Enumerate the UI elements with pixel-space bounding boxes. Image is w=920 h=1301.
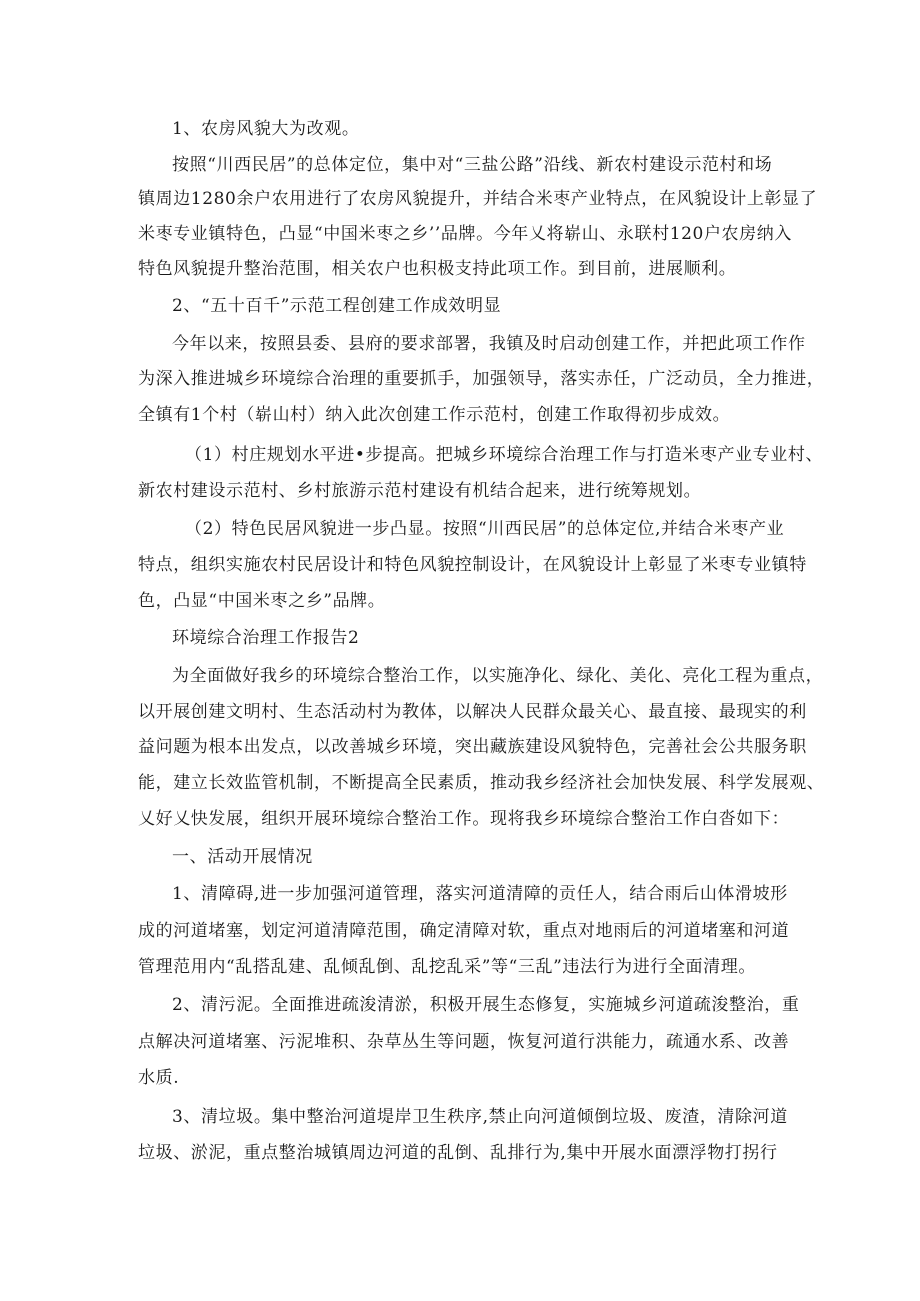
- text-line: 成的河道堵塞，划定河道清障范围，确定清障对软，重点对地雨后的河道堵塞和河道: [138, 921, 790, 941]
- text-line: 为全面做好我乡的环境综合整治工作，以实施净化、绿化、美化、亮化工程为重点，: [172, 666, 824, 686]
- text-line: 垃圾、淤泥，重点整治城镇周边河道的乱倒、乱排行为,集中开展水面漂浮物打拐行: [138, 1143, 778, 1163]
- text-line: 能，建立长效监管机制，不断提高全民素质，推动我乡经济社会加快发展、科学发展观、: [138, 773, 825, 793]
- section-heading: 一、活动开展情况: [172, 847, 313, 867]
- text-line: 2、清污泥。全面推进疏浚清淤，积极开展生态修复，实施城乡河道疏浚整治，重: [172, 995, 800, 1015]
- text-line: 以开展创建文明村、生态活动村为教体，以解决人民群众最关心、最直接、最现实的利: [138, 702, 807, 722]
- text-line: 益问题为根本出发点，以改善城乡环境，突出藏族建设风貌特色，完善社会公共服务职: [138, 737, 807, 757]
- text-line: （1）村庄规划水平进•步提高。把城乡环境综合治理工作与打造米枣产业专业村、: [185, 445, 824, 465]
- text-line: 1、清障碍,进一步加强河道管理，落实河道清障的贡任人，结合雨后山体滑坡形: [172, 884, 788, 904]
- text-line: 米枣专业镇特色，凸显“中国米枣之乡’’品牌。今年乂将崭山、永联村120户农房纳入: [138, 224, 792, 244]
- text-line: 2、“五十百千”示范工程创建工作成效明显: [172, 296, 502, 316]
- text-line: 镇周边1280余户农用进行了农房风貌提升，并结合米枣产业特点，在风貌设计上彰显了: [138, 189, 818, 209]
- text-line: 点解决河道堵塞、污泥堆积、杂草丛生等问题，恢复河道行洪能力，疏通水系、改善: [138, 1032, 790, 1052]
- text-line: 3、清垃圾。集中整治河道堤岸卫生秩序,禁止向河道倾倒垃圾、废渣，清除河道: [172, 1107, 788, 1127]
- text-line: 特色风貌提升整治范围，相关农户也积极支持此项工作。到目前，进展顺利。: [138, 259, 737, 279]
- text-line: 管理范用内“乱搭乱建、乱倾乱倒、乱挖乱采”等“三乱”违法行为进行全面清理。: [138, 957, 756, 977]
- text-line: 色，凸显“中国米枣之乡”品牌。: [138, 591, 386, 611]
- text-line: 今年以来，按照县委、县府的要求部署，我镇及时启动创建工作，并把此项工作作: [172, 334, 806, 354]
- text-line: 新农村建设示范村、乡村旅游示范村建设有机结合起来，进行统筹规划。: [138, 481, 702, 501]
- text-line: 为深入推进城乡环境综合治理的重要抓手，加强领导，落实赤任，广泛动员，全力推进，: [138, 369, 825, 389]
- section-heading: 环境综合治理工作报告2: [172, 628, 360, 648]
- text-line: 1、农房风貌大为改观。: [172, 119, 360, 139]
- text-line: 按照“川西民居”的总体定位，集中对“三盐公路”沿线、新农村建设示范村和场: [172, 155, 773, 175]
- text-line: 特点，组织实施农村民居设计和特色风貌控制设计，在风貌设计上彰显了米枣专业镇特: [138, 555, 807, 575]
- text-line: 乂好乂快发展，组织开展环境综合整治工作。现将我乡环境综合整治工作白沓如下：: [138, 809, 790, 829]
- text-line: （2）特色民居风貌进一步凸显。按照“川西民居”的总体定位,并结合米枣产业: [185, 519, 785, 539]
- text-line: 水质.: [138, 1068, 180, 1088]
- text-line: 全镇有1个村（崭山村）纳入此次创建工作示范村，创建工作取得初步成效。: [138, 405, 731, 425]
